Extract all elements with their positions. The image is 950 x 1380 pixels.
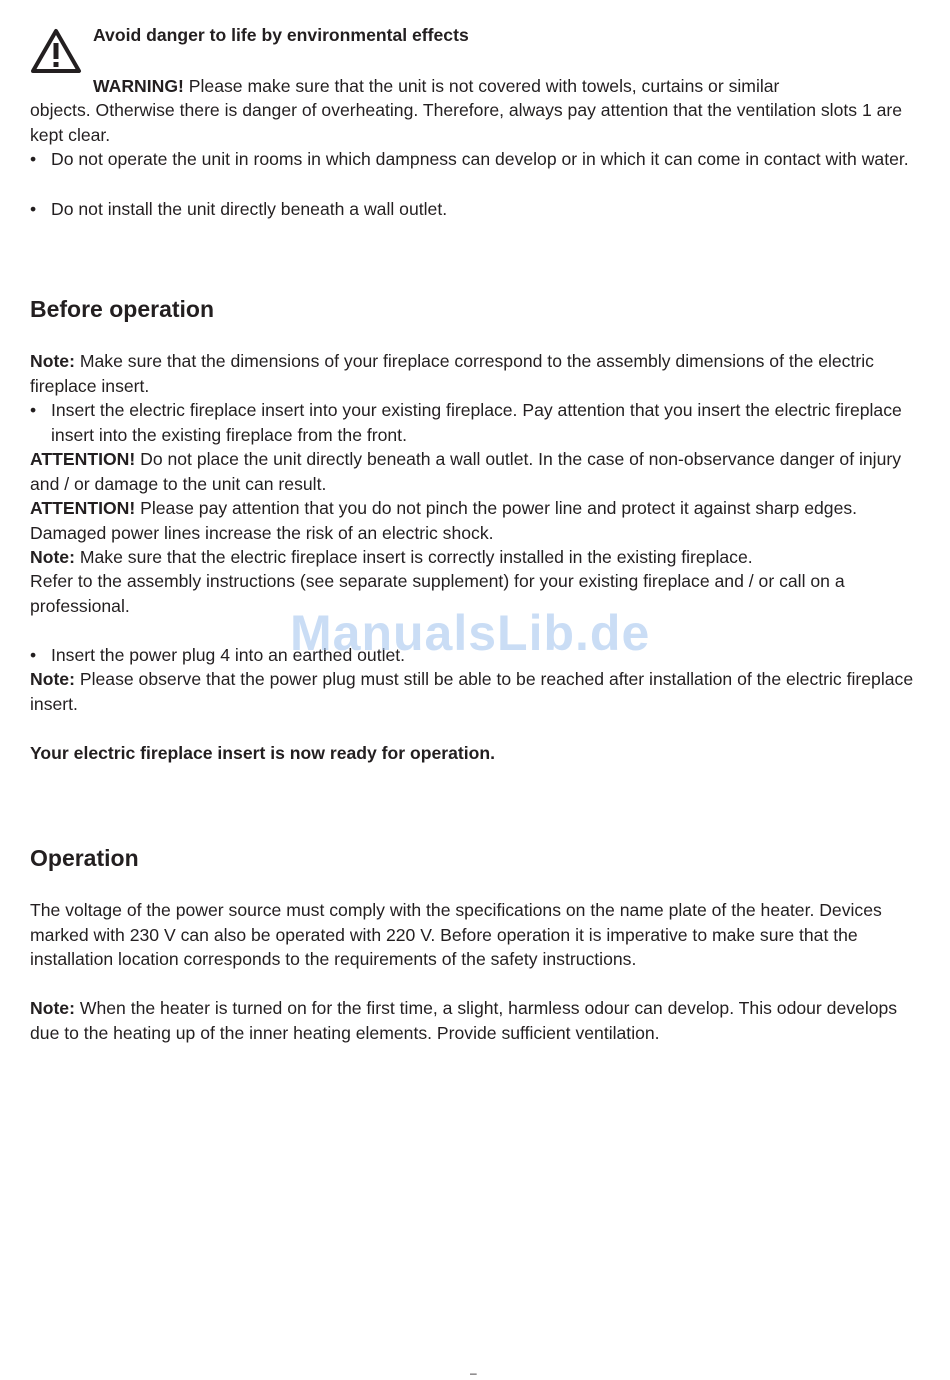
safety-title: Avoid danger to life by environmental effects xyxy=(93,25,469,45)
operation-heading: Operation xyxy=(30,845,139,871)
warning-paragraph-rest: objects. Otherwise there is danger of overheating. Therefore, always pay attention that the ventilation slots 1 are kept clear. xyxy=(30,100,903,145)
warning-paragraph-first: WARNING! Please make sure that the unit is not covered with towels, curtains or similar xyxy=(93,76,780,96)
refer-paragraph: Refer to the assembly instructions (see separate supplement) for your existing fireplace and / or call on a professional. xyxy=(30,571,845,616)
before-operation-heading: Before operation xyxy=(30,296,215,322)
warning-label: WARNING! xyxy=(93,76,184,96)
watermark: ManualsLib.de xyxy=(290,605,651,661)
page-number: – xyxy=(470,1366,477,1380)
list-item: • Insert the power plug 4 into an earthed outlet. xyxy=(30,645,406,665)
attention-paragraph: ATTENTION! Please pay attention that you do not pinch the power line and protect it against sharp edges. Damaged power lines increase the risk of an electric shock. xyxy=(30,498,858,543)
ready-statement: Your electric fireplace insert is now ready for operation. xyxy=(30,743,496,763)
note-paragraph: Note: When the heater is turned on for the first time, a slight, harmless odour can develop. This odour develops due to the heating up of the inner heating elements. Provide sufficient ventilation. xyxy=(30,998,898,1043)
warning-triangle-icon xyxy=(30,28,82,74)
attention-paragraph: ATTENTION! Do not place the unit directly beneath a wall outlet. In the case of non-observance danger of injury and / or damage to the unit can result. xyxy=(30,449,902,494)
note-paragraph: Note: Please observe that the power plug must still be able to be reached after installation of the electric fireplace insert. xyxy=(30,669,914,714)
list-item: • Insert the electric fireplace insert into your existing fireplace. Pay attention that you insert the electric fireplace insert into the existing fireplace from the front. xyxy=(30,400,902,445)
note-paragraph: Note: Make sure that the electric fireplace insert is correctly installed in the existing fireplace. xyxy=(30,547,753,567)
note-paragraph: Note: Make sure that the dimensions of your fireplace correspond to the assembly dimensions of the electric fireplace insert. xyxy=(30,351,874,396)
list-item: • Do not operate the unit in rooms in which dampness can develop or in which it can come in contact with water. xyxy=(30,149,909,169)
list-item: • Do not install the unit directly beneath a wall outlet. xyxy=(30,199,448,219)
operation-paragraph: The voltage of the power source must comply with the specifications on the name plate of the heater. Devices marked with 230 V can also be operated with 220 V. Before operation it is imperative to make sure that the installation location corresponds to the requirements of the safety instructions. xyxy=(30,900,882,969)
